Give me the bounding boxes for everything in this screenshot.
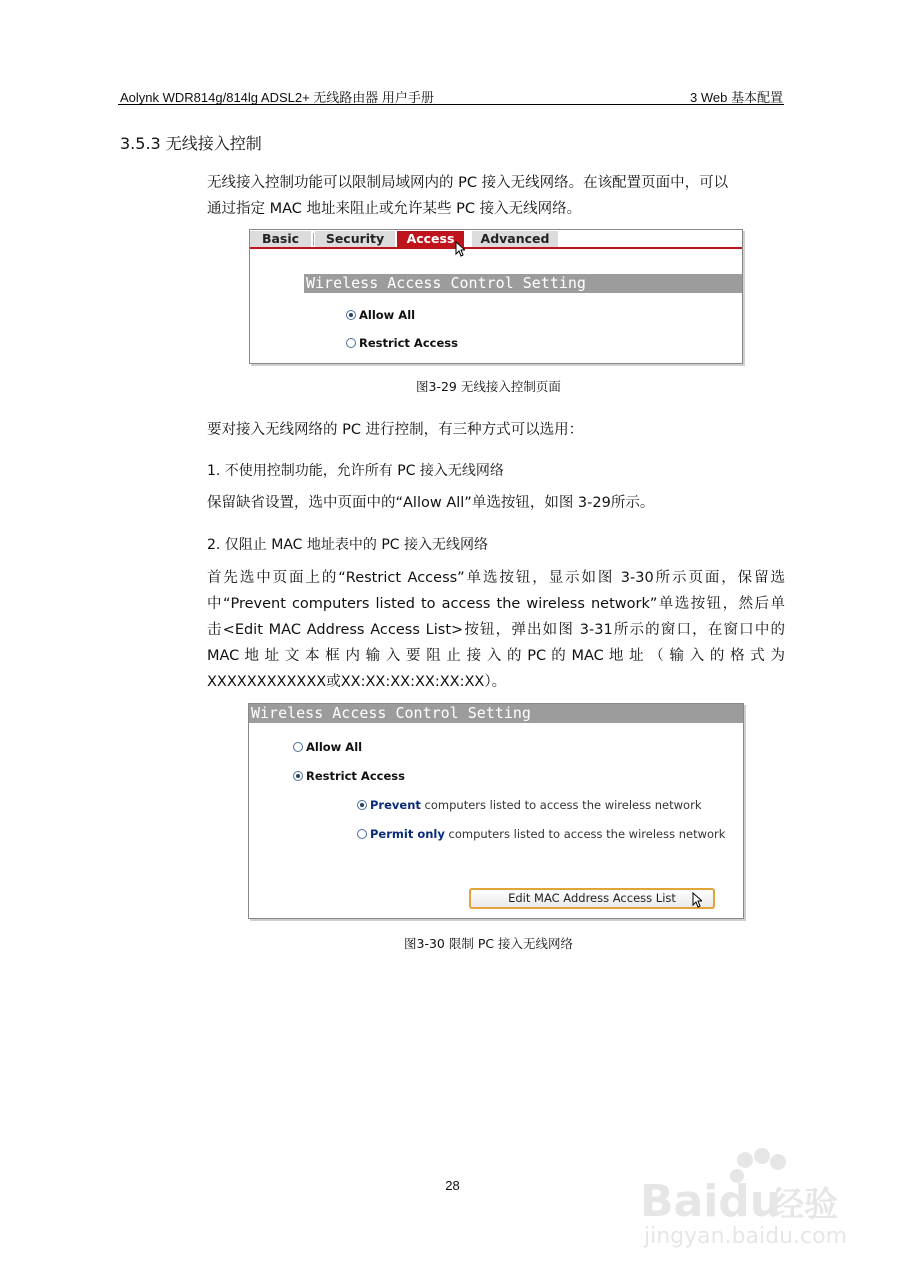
allow-all-label: Allow All: [306, 740, 363, 754]
tab-bar: [250, 230, 742, 249]
tab-basic[interactable]: Basic: [250, 231, 311, 247]
item-1-text: 保留缺省设置，选中页面中的“Allow All”单选按钮，如图 3-29所示。: [207, 495, 655, 511]
wireless-access-title-bar: Wireless Access Control Setting: [249, 704, 743, 723]
tab-security[interactable]: Security: [315, 231, 395, 247]
mouse-cursor-icon: [455, 241, 465, 257]
item-2-line-1: 首先选中页面上的“Restrict Access”单选按钮，显示如图 3-30所示页面，保留选: [207, 570, 785, 586]
wireless-access-title-bar: Wireless Access Control Setting: [304, 274, 742, 293]
prevent-label: Prevent: [370, 798, 421, 812]
svg-text:经验: 经验: [770, 1185, 838, 1225]
radio-permit-only[interactable]: [357, 827, 725, 841]
radio-unselected-icon: [293, 742, 303, 752]
page-number: 28: [445, 1178, 460, 1193]
item-2-paragraph: [207, 565, 785, 695]
radio-allow-all[interactable]: [293, 740, 362, 754]
radio-prevent[interactable]: [357, 798, 701, 812]
radio-selected-icon: [357, 800, 367, 810]
radio-restrict-access[interactable]: [346, 336, 458, 350]
svg-text:Baidu: Baidu: [640, 1176, 782, 1227]
item-1-paragraph: [207, 490, 785, 516]
item-2-line-2: 中“Prevent computers listed to access the wireless network”单选按钮，然后单: [207, 596, 785, 612]
restrict-access-label: Restrict Access: [359, 336, 458, 350]
item-2-heading: 2. 仅阻止 MAC 地址表中的 PC 接入无线网络: [207, 537, 489, 553]
tab-separator: [313, 233, 314, 246]
baidu-jingyan-watermark: [640, 1148, 870, 1268]
header-chapter: 3 Web 基本配置: [690, 90, 783, 105]
intro-line-1: 无线接入控制功能可以限制局域网内的 PC 接入无线网络。在该配置页面中，可以: [207, 175, 729, 191]
figure-access-control-page: [249, 229, 743, 364]
allow-all-label: Allow All: [359, 308, 416, 322]
figure-caption-3-29: 图3-29 无线接入控制页面: [416, 379, 561, 394]
mouse-cursor-icon: [692, 892, 702, 908]
header-divider: [118, 104, 784, 105]
tab-access[interactable]: Access: [397, 231, 464, 247]
control-methods-paragraph: [207, 417, 785, 443]
item-2-line-5: XXXXXXXXXXXX或XX:XX:XX:XX:XX:XX）。: [207, 674, 507, 690]
item-2-line-3: 击<Edit MAC Address Access List>按钮，弹出如图 3-31所示的窗口，在窗口中的: [207, 622, 785, 638]
permit-description: computers listed to access the wireless network: [444, 827, 726, 841]
radio-allow-all[interactable]: [346, 308, 415, 322]
permit-only-label: Permit only: [370, 827, 445, 841]
restrict-access-label: Restrict Access: [306, 769, 405, 783]
radio-selected-icon: [346, 310, 356, 320]
item-1-heading: 1. 不使用控制功能，允许所有 PC 接入无线网络: [207, 463, 504, 479]
header-manual-title: Aolynk WDR814g/814lg ADSL2+ 无线路由器 用户手册: [120, 90, 434, 105]
radio-restrict-access[interactable]: [293, 769, 405, 783]
intro-line-2: 通过指定 MAC 地址来阻止或允许某些 PC 接入无线网络。: [207, 201, 582, 217]
prevent-description: computers listed to access the wireless network: [420, 798, 702, 812]
radio-unselected-icon: [346, 338, 356, 348]
item-2-line-4: MAC 地 址 文 本 框 内 输 入 要 阻 止 接 入 的 PC 的 MAC 地 址 （ 输 入 的 格 式 为: [207, 648, 785, 664]
control-methods-text: 要对接入无线网络的 PC 进行控制，有三种方式可以选用：: [207, 422, 584, 438]
figure-caption-3-30: 图3-30 限制 PC 接入无线网络: [404, 936, 574, 951]
radio-selected-icon: [293, 771, 303, 781]
svg-text:jingyan.baidu.com: jingyan.baidu.com: [644, 1224, 848, 1249]
intro-paragraph: [207, 170, 785, 222]
tab-advanced[interactable]: Advanced: [472, 231, 558, 247]
figure-restrict-access-page: [248, 703, 744, 919]
edit-mac-address-list-button[interactable]: Edit MAC Address Access List: [469, 888, 715, 909]
radio-unselected-icon: [357, 829, 367, 839]
section-title: 3.5.3 无线接入控制: [120, 134, 262, 153]
